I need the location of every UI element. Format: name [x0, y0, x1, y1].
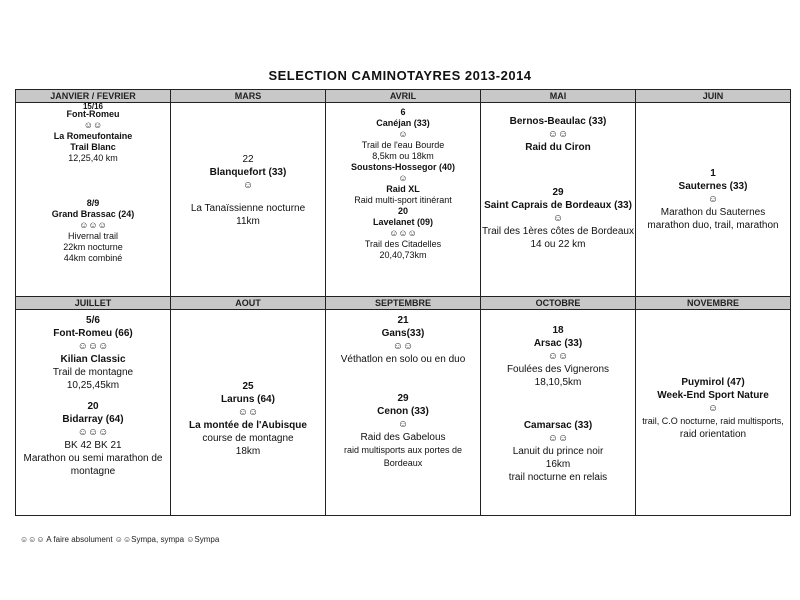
event-detail: trail nocturne en relais [508, 472, 608, 483]
cell-juillet [16, 310, 171, 516]
cell-juin [636, 103, 791, 297]
event-date: 6 [400, 107, 406, 117]
event-date: 29 [552, 187, 564, 198]
page-title: SELECTION CAMINOTAYRES 2013-2014 [268, 68, 532, 83]
cell-avril [326, 103, 481, 297]
event-name: Raid XL [386, 184, 420, 194]
cell-octobre [481, 310, 636, 516]
cell-mai [481, 103, 636, 297]
cell-septembre [326, 310, 481, 516]
event-place: Gans(33) [381, 328, 425, 339]
event-rating: ☺☺☺ [77, 427, 109, 438]
event-rating: ☺☺ [237, 407, 259, 418]
event-rating: ☺ [707, 403, 719, 414]
event-detail: raid multisports aux portes de Bordeaux [343, 445, 463, 468]
event-detail: Trail des 1ères côtes de Bordeaux [482, 226, 634, 237]
event-date: 25 [242, 381, 254, 392]
event-name: Trail Blanc [70, 142, 116, 152]
event-place: Puymirol (47) [681, 377, 745, 388]
event-rating: ☺ [398, 173, 408, 183]
event-date: 15/16 [82, 103, 104, 109]
event-detail: 44km combiné [63, 253, 123, 263]
event-rating: ☺☺ [547, 433, 569, 444]
event-rating: ☺☺ [392, 341, 414, 352]
event-date: 29 [397, 393, 409, 404]
month-header-juillet: JUILLET [16, 297, 171, 310]
event-date: 18 [552, 325, 564, 336]
event-detail: 8,5km ou 18km [372, 151, 434, 161]
content-row-1 [16, 103, 791, 297]
event-detail: 22km nocturne [63, 242, 123, 252]
event-date: 22 [242, 154, 254, 165]
event-place: Arsac (33) [533, 338, 583, 349]
event-detail: Hivernal trail [67, 231, 118, 241]
event-date: 21 [397, 315, 409, 326]
event-detail: 14 ou 22 km [530, 239, 586, 250]
header-row [16, 90, 791, 103]
event-detail: Marathon ou semi marathon de [23, 453, 163, 464]
event-date: 5/6 [86, 315, 100, 326]
event-detail: Foulées des Vignerons [506, 364, 610, 375]
event-place: Camarsac (33) [523, 420, 593, 431]
event-rating: ☺ [707, 194, 719, 205]
event-rating: ☺☺☺ [77, 341, 109, 352]
cell-aout [171, 310, 326, 516]
event-rating: ☺☺ [547, 351, 569, 362]
cell-janvier [16, 103, 171, 297]
event-detail: BK 42 BK 21 [64, 440, 122, 451]
cell-novembre [636, 310, 791, 516]
event-detail: 20,40,73km [379, 250, 427, 260]
event-detail: Raid des Gabelous [360, 432, 446, 443]
event-detail: trail, C.O nocturne, raid multisports, [642, 416, 784, 426]
month-header-juin: JUIN [636, 90, 791, 103]
event-date: 20 [397, 206, 408, 216]
event-rating: ☺ [397, 419, 409, 430]
month-header-avril: AVRIL [326, 90, 481, 103]
event-rating: ☺☺ [547, 129, 569, 140]
event-distance: 11km [236, 216, 260, 227]
event-name: Week-End Sport Nature [657, 390, 769, 401]
event-rating: ☺ [398, 129, 408, 139]
event-rating: ☺ [242, 180, 254, 191]
event-place: Bernos-Beaulac (33) [509, 116, 607, 127]
month-header-novembre: NOVEMBRE [636, 297, 791, 310]
month-header-mars: MARS [171, 90, 326, 103]
event-distance: 12,25,40 km [68, 153, 118, 163]
event-place: Lavelanet (09) [372, 217, 434, 227]
month-header-septembre: SEPTEMBRE [326, 297, 481, 310]
event-detail: 18km [235, 446, 261, 457]
event-detail: montagne [70, 466, 116, 477]
event-place: Soustons-Hossegor (40) [350, 162, 455, 172]
event-detail: Lanuit du prince noir [512, 446, 604, 457]
event-place: Bidarray (64) [62, 414, 124, 425]
event-date: 8/9 [86, 198, 100, 208]
event-place: Blanquefort (33) [209, 167, 287, 178]
event-place: Grand Brassac (24) [51, 209, 135, 219]
event-detail: Trail de l'eau Bourde [361, 140, 445, 150]
event-detail: 10,25,45km [66, 380, 120, 391]
event-detail: course de montagne [202, 433, 294, 444]
rating-legend: ☺☺☺ A faire absolument ☺☺Sympa, sympa ☺Sympa [20, 535, 220, 544]
event-place: Font-Romeu (66) [53, 328, 133, 339]
month-header-octobre: OCTOBRE [481, 297, 636, 310]
event-detail: Trail de montagne [52, 367, 134, 378]
event-detail: Raid multi-sport itinérant [354, 195, 452, 205]
header-row-2 [16, 297, 791, 310]
event-name: La montée de l'Aubisque [189, 420, 307, 431]
cell-mars [171, 103, 326, 297]
event-place: Font-Romeu [66, 109, 120, 119]
month-header-janvier: JANVIER / FEVRIER [16, 90, 171, 103]
event-detail: Véthatlon en solo ou en duo [340, 354, 466, 365]
event-name: Kilian Classic [60, 354, 126, 365]
event-date: 20 [87, 401, 99, 412]
event-rating: ☺☺☺ [389, 228, 417, 238]
event-detail: Trail des Citadelles [364, 239, 442, 249]
event-place: Saint Caprais de Bordeaux (33) [484, 200, 632, 211]
event-detail: raid orientation [679, 429, 747, 440]
event-place: La Romeufontaine [53, 131, 133, 141]
month-header-aout: AOUT [171, 297, 326, 310]
event-date: 1 [710, 168, 716, 179]
event-detail: marathon duo, trail, marathon [647, 220, 779, 231]
event-detail: Marathon du Sauternes [660, 207, 766, 218]
event-rating: ☺ [552, 213, 564, 224]
event-name: Raid du Ciron [525, 142, 591, 153]
month-header-mai: MAI [481, 90, 636, 103]
event-place: Laruns (64) [221, 394, 275, 405]
calendar-table [15, 89, 791, 516]
event-rating: ☺☺ [83, 120, 103, 130]
event-place: Cenon (33) [377, 406, 429, 417]
event-place: Canéjan (33) [376, 118, 430, 128]
event-name: La Tanaïssienne nocturne [190, 203, 306, 214]
event-place: Sauternes (33) [678, 181, 748, 192]
event-detail: 18,10,5km [534, 377, 582, 388]
event-detail: 16km [545, 459, 571, 470]
event-rating: ☺☺☺ [79, 220, 107, 230]
content-row-2 [16, 310, 791, 516]
